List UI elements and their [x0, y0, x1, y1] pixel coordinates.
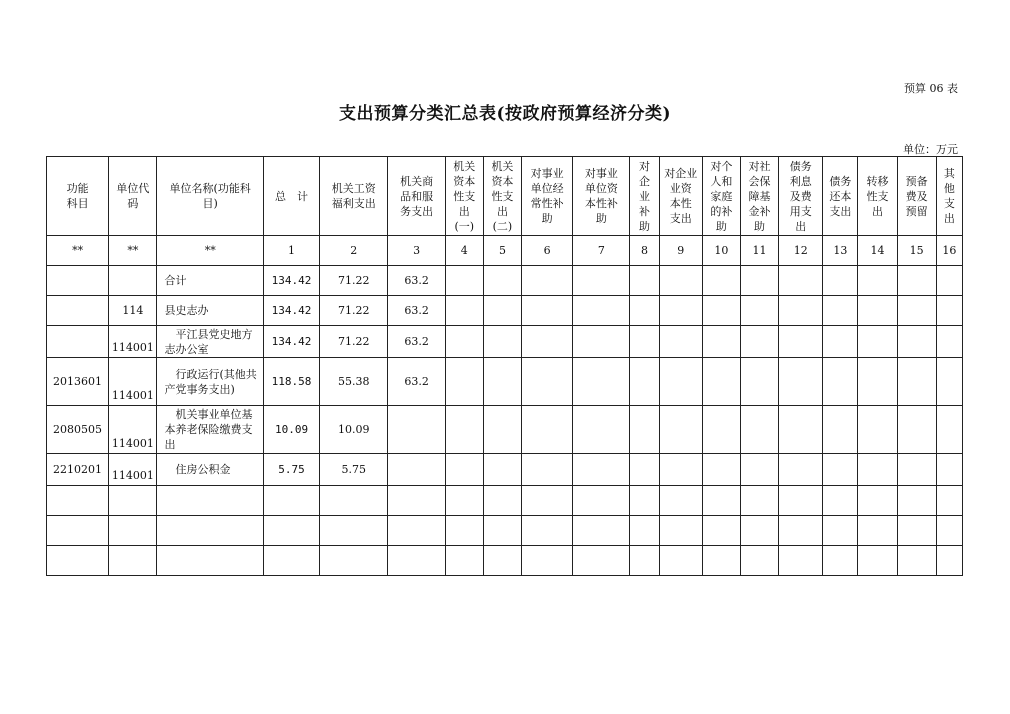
empty-cell — [740, 326, 778, 358]
index-cell: ** — [47, 236, 109, 266]
empty-cell — [483, 454, 521, 486]
empty-cell — [483, 266, 521, 296]
empty-cell — [936, 454, 962, 486]
goods-services-cell: 63.2 — [388, 266, 445, 296]
wage-cell: 5.75 — [320, 454, 388, 486]
empty-cell — [522, 296, 573, 326]
empty-cell — [157, 516, 263, 546]
unit-label: 单位：万元 — [903, 143, 958, 156]
empty-cell — [573, 516, 630, 546]
column-header: 对 企 业 补 助 — [630, 157, 659, 236]
empty-cell — [445, 358, 483, 406]
unit-name-cell: 平江县党史地方志办公室 — [157, 326, 263, 358]
table-row — [47, 296, 963, 326]
empty-cell — [573, 486, 630, 516]
column-header: 预备 费及 预留 — [897, 157, 936, 236]
empty-cell — [659, 454, 702, 486]
empty-cell — [630, 358, 659, 406]
column-header: 功能 科目 — [47, 157, 109, 236]
empty-cell — [823, 266, 858, 296]
column-header: 对个 人和 家庭 的补 助 — [702, 157, 740, 236]
empty-cell — [263, 486, 319, 516]
total-cell: 134.42 — [263, 296, 319, 326]
empty-cell — [740, 358, 778, 406]
column-header: 机关 资本 性支 出 (一) — [445, 157, 483, 236]
empty-cell — [659, 406, 702, 454]
table-row — [47, 406, 963, 454]
table-row — [47, 326, 963, 358]
empty-cell — [823, 358, 858, 406]
wage-cell: 10.09 — [320, 406, 388, 454]
column-header: 机关工资 福利支出 — [320, 157, 388, 236]
index-cell: 10 — [702, 236, 740, 266]
empty-cell — [573, 406, 630, 454]
column-header: 对企业 业资 本性 支出 — [659, 157, 702, 236]
total-cell: 5.75 — [263, 454, 319, 486]
empty-cell — [659, 358, 702, 406]
empty-cell — [702, 358, 740, 406]
empty-cell — [740, 266, 778, 296]
empty-cell — [573, 454, 630, 486]
function-code-cell — [47, 266, 109, 296]
empty-cell — [936, 326, 962, 358]
empty-cell — [445, 516, 483, 546]
empty-cell — [740, 486, 778, 516]
unit-code-cell: 114001 — [109, 358, 157, 406]
unit-name-cell: 住房公积金 — [157, 454, 263, 486]
empty-cell — [702, 516, 740, 546]
total-cell: 10.09 — [263, 406, 319, 454]
empty-cell — [897, 406, 936, 454]
empty-cell — [823, 454, 858, 486]
empty-cell — [659, 546, 702, 576]
empty-cell — [858, 454, 897, 486]
empty-cell — [630, 486, 659, 516]
empty-cell — [897, 454, 936, 486]
empty-cell — [47, 486, 109, 516]
column-header: 对事业 单位经 常性补 助 — [522, 157, 573, 236]
empty-cell — [858, 406, 897, 454]
column-header: 转移 性支 出 — [858, 157, 897, 236]
empty-cell — [483, 546, 521, 576]
function-code-cell: 2080505 — [47, 406, 109, 454]
empty-cell — [779, 546, 823, 576]
empty-cell — [936, 358, 962, 406]
empty-cell — [858, 358, 897, 406]
goods-services-cell: 63.2 — [388, 296, 445, 326]
empty-cell — [823, 516, 858, 546]
empty-cell — [659, 266, 702, 296]
empty-cell — [858, 486, 897, 516]
empty-cell — [630, 266, 659, 296]
budget-table — [46, 156, 963, 576]
empty-cell — [630, 406, 659, 454]
empty-cell — [483, 326, 521, 358]
empty-cell — [445, 454, 483, 486]
page-title: 支出预算分类汇总表(按政府预算经济分类) — [338, 104, 672, 124]
column-header: 对社 会保 障基 金补 助 — [740, 157, 778, 236]
empty-cell — [109, 516, 157, 546]
empty-cell — [320, 516, 388, 546]
function-code-cell — [47, 296, 109, 326]
empty-cell — [630, 326, 659, 358]
wage-cell: 71.22 — [320, 326, 388, 358]
empty-cell — [779, 486, 823, 516]
empty-cell — [936, 296, 962, 326]
empty-cell — [522, 454, 573, 486]
empty-cell — [483, 296, 521, 326]
empty-cell — [47, 546, 109, 576]
column-header: 单位代 码 — [109, 157, 157, 236]
empty-cell — [936, 406, 962, 454]
empty-cell — [897, 516, 936, 546]
unit-name-cell: 县史志办 — [157, 296, 263, 326]
empty-cell — [702, 266, 740, 296]
empty-cell — [630, 546, 659, 576]
empty-cell — [702, 486, 740, 516]
index-cell: 1 — [263, 236, 319, 266]
empty-cell — [573, 358, 630, 406]
empty-cell — [823, 546, 858, 576]
index-cell: 2 — [320, 236, 388, 266]
empty-cell — [779, 454, 823, 486]
total-cell: 134.42 — [263, 326, 319, 358]
unit-code-cell: 114001 — [109, 326, 157, 358]
empty-cell — [659, 326, 702, 358]
header-row — [47, 157, 963, 236]
function-code-cell: 2210201 — [47, 454, 109, 486]
index-cell: 8 — [630, 236, 659, 266]
empty-cell — [320, 486, 388, 516]
index-cell: 12 — [779, 236, 823, 266]
empty-cell — [445, 266, 483, 296]
index-cell: ** — [109, 236, 157, 266]
empty-cell — [263, 516, 319, 546]
index-cell: 13 — [823, 236, 858, 266]
index-cell: ** — [157, 236, 263, 266]
empty-cell — [388, 486, 445, 516]
empty-cell — [702, 406, 740, 454]
column-header: 机关 资本 性支 出 (二) — [483, 157, 521, 236]
empty-cell — [483, 486, 521, 516]
empty-cell — [779, 266, 823, 296]
table-row — [47, 266, 963, 296]
goods-services-cell — [388, 406, 445, 454]
empty-cell — [779, 326, 823, 358]
unit-code-cell: 114001 — [109, 454, 157, 486]
empty-cell — [740, 546, 778, 576]
empty-cell — [522, 326, 573, 358]
empty-cell — [897, 486, 936, 516]
empty-cell — [823, 406, 858, 454]
empty-cell — [445, 326, 483, 358]
empty-row — [47, 546, 963, 576]
empty-cell — [740, 454, 778, 486]
empty-cell — [779, 406, 823, 454]
table-row — [47, 358, 963, 406]
wage-cell: 71.22 — [320, 266, 388, 296]
empty-cell — [320, 546, 388, 576]
total-cell: 134.42 — [263, 266, 319, 296]
empty-cell — [779, 296, 823, 326]
empty-cell — [483, 516, 521, 546]
empty-cell — [858, 326, 897, 358]
wage-cell: 55.38 — [320, 358, 388, 406]
empty-cell — [630, 516, 659, 546]
empty-cell — [823, 486, 858, 516]
form-number: 预算 06 表 — [904, 82, 958, 95]
column-header: 对事业 单位资 本性补 助 — [573, 157, 630, 236]
column-header: 机关商 品和服 务支出 — [388, 157, 445, 236]
empty-cell — [630, 454, 659, 486]
column-header: 总 计 — [263, 157, 319, 236]
empty-cell — [740, 516, 778, 546]
unit-code-cell — [109, 266, 157, 296]
index-cell: 4 — [445, 236, 483, 266]
empty-cell — [702, 454, 740, 486]
empty-cell — [483, 358, 521, 406]
index-cell: 16 — [936, 236, 962, 266]
empty-row — [47, 486, 963, 516]
empty-cell — [858, 546, 897, 576]
empty-cell — [157, 546, 263, 576]
total-cell: 118.58 — [263, 358, 319, 406]
empty-cell — [858, 266, 897, 296]
empty-cell — [573, 296, 630, 326]
empty-cell — [522, 546, 573, 576]
column-header: 债务 还本 支出 — [823, 157, 858, 236]
empty-cell — [388, 546, 445, 576]
empty-cell — [157, 486, 263, 516]
empty-cell — [659, 486, 702, 516]
empty-cell — [522, 266, 573, 296]
index-cell: 5 — [483, 236, 521, 266]
empty-cell — [522, 486, 573, 516]
goods-services-cell: 63.2 — [388, 326, 445, 358]
empty-cell — [740, 296, 778, 326]
empty-cell — [573, 326, 630, 358]
empty-cell — [573, 266, 630, 296]
empty-cell — [659, 516, 702, 546]
empty-cell — [897, 358, 936, 406]
column-header: 其 他 支 出 — [936, 157, 962, 236]
empty-cell — [109, 546, 157, 576]
empty-cell — [47, 516, 109, 546]
unit-name-cell: 行政运行(其他共产党事务支出) — [157, 358, 263, 406]
empty-cell — [936, 516, 962, 546]
goods-services-cell: 63.2 — [388, 358, 445, 406]
function-code-cell — [47, 326, 109, 358]
index-cell: 11 — [740, 236, 778, 266]
empty-cell — [936, 266, 962, 296]
empty-cell — [445, 296, 483, 326]
empty-cell — [109, 486, 157, 516]
empty-cell — [936, 546, 962, 576]
index-row — [47, 236, 963, 266]
empty-cell — [779, 516, 823, 546]
empty-cell — [897, 546, 936, 576]
index-cell: 15 — [897, 236, 936, 266]
empty-cell — [522, 358, 573, 406]
empty-cell — [897, 326, 936, 358]
function-code-cell: 2013601 — [47, 358, 109, 406]
empty-cell — [573, 546, 630, 576]
empty-cell — [445, 406, 483, 454]
index-cell: 6 — [522, 236, 573, 266]
empty-cell — [858, 516, 897, 546]
empty-cell — [702, 326, 740, 358]
empty-cell — [702, 546, 740, 576]
index-cell: 7 — [573, 236, 630, 266]
column-header: 债务 利息 及费 用支 出 — [779, 157, 823, 236]
index-cell: 3 — [388, 236, 445, 266]
empty-cell — [445, 486, 483, 516]
empty-cell — [702, 296, 740, 326]
empty-cell — [897, 296, 936, 326]
unit-code-cell: 114 — [109, 296, 157, 326]
wage-cell: 71.22 — [320, 296, 388, 326]
empty-cell — [823, 296, 858, 326]
empty-cell — [740, 406, 778, 454]
unit-name-cell: 合计 — [157, 266, 263, 296]
unit-name-cell: 机关事业单位基本养老保险缴费支出 — [157, 406, 263, 454]
empty-cell — [659, 296, 702, 326]
empty-cell — [779, 358, 823, 406]
empty-cell — [823, 326, 858, 358]
index-cell: 9 — [659, 236, 702, 266]
goods-services-cell — [388, 454, 445, 486]
empty-cell — [522, 516, 573, 546]
empty-row — [47, 516, 963, 546]
empty-cell — [483, 406, 521, 454]
column-header: 单位名称(功能科 目) — [157, 157, 263, 236]
empty-cell — [936, 486, 962, 516]
empty-cell — [445, 546, 483, 576]
empty-cell — [897, 266, 936, 296]
empty-cell — [522, 406, 573, 454]
table-row — [47, 454, 963, 486]
empty-cell — [263, 546, 319, 576]
unit-code-cell: 114001 — [109, 406, 157, 454]
empty-cell — [858, 296, 897, 326]
empty-cell — [630, 296, 659, 326]
empty-cell — [388, 516, 445, 546]
index-cell: 14 — [858, 236, 897, 266]
